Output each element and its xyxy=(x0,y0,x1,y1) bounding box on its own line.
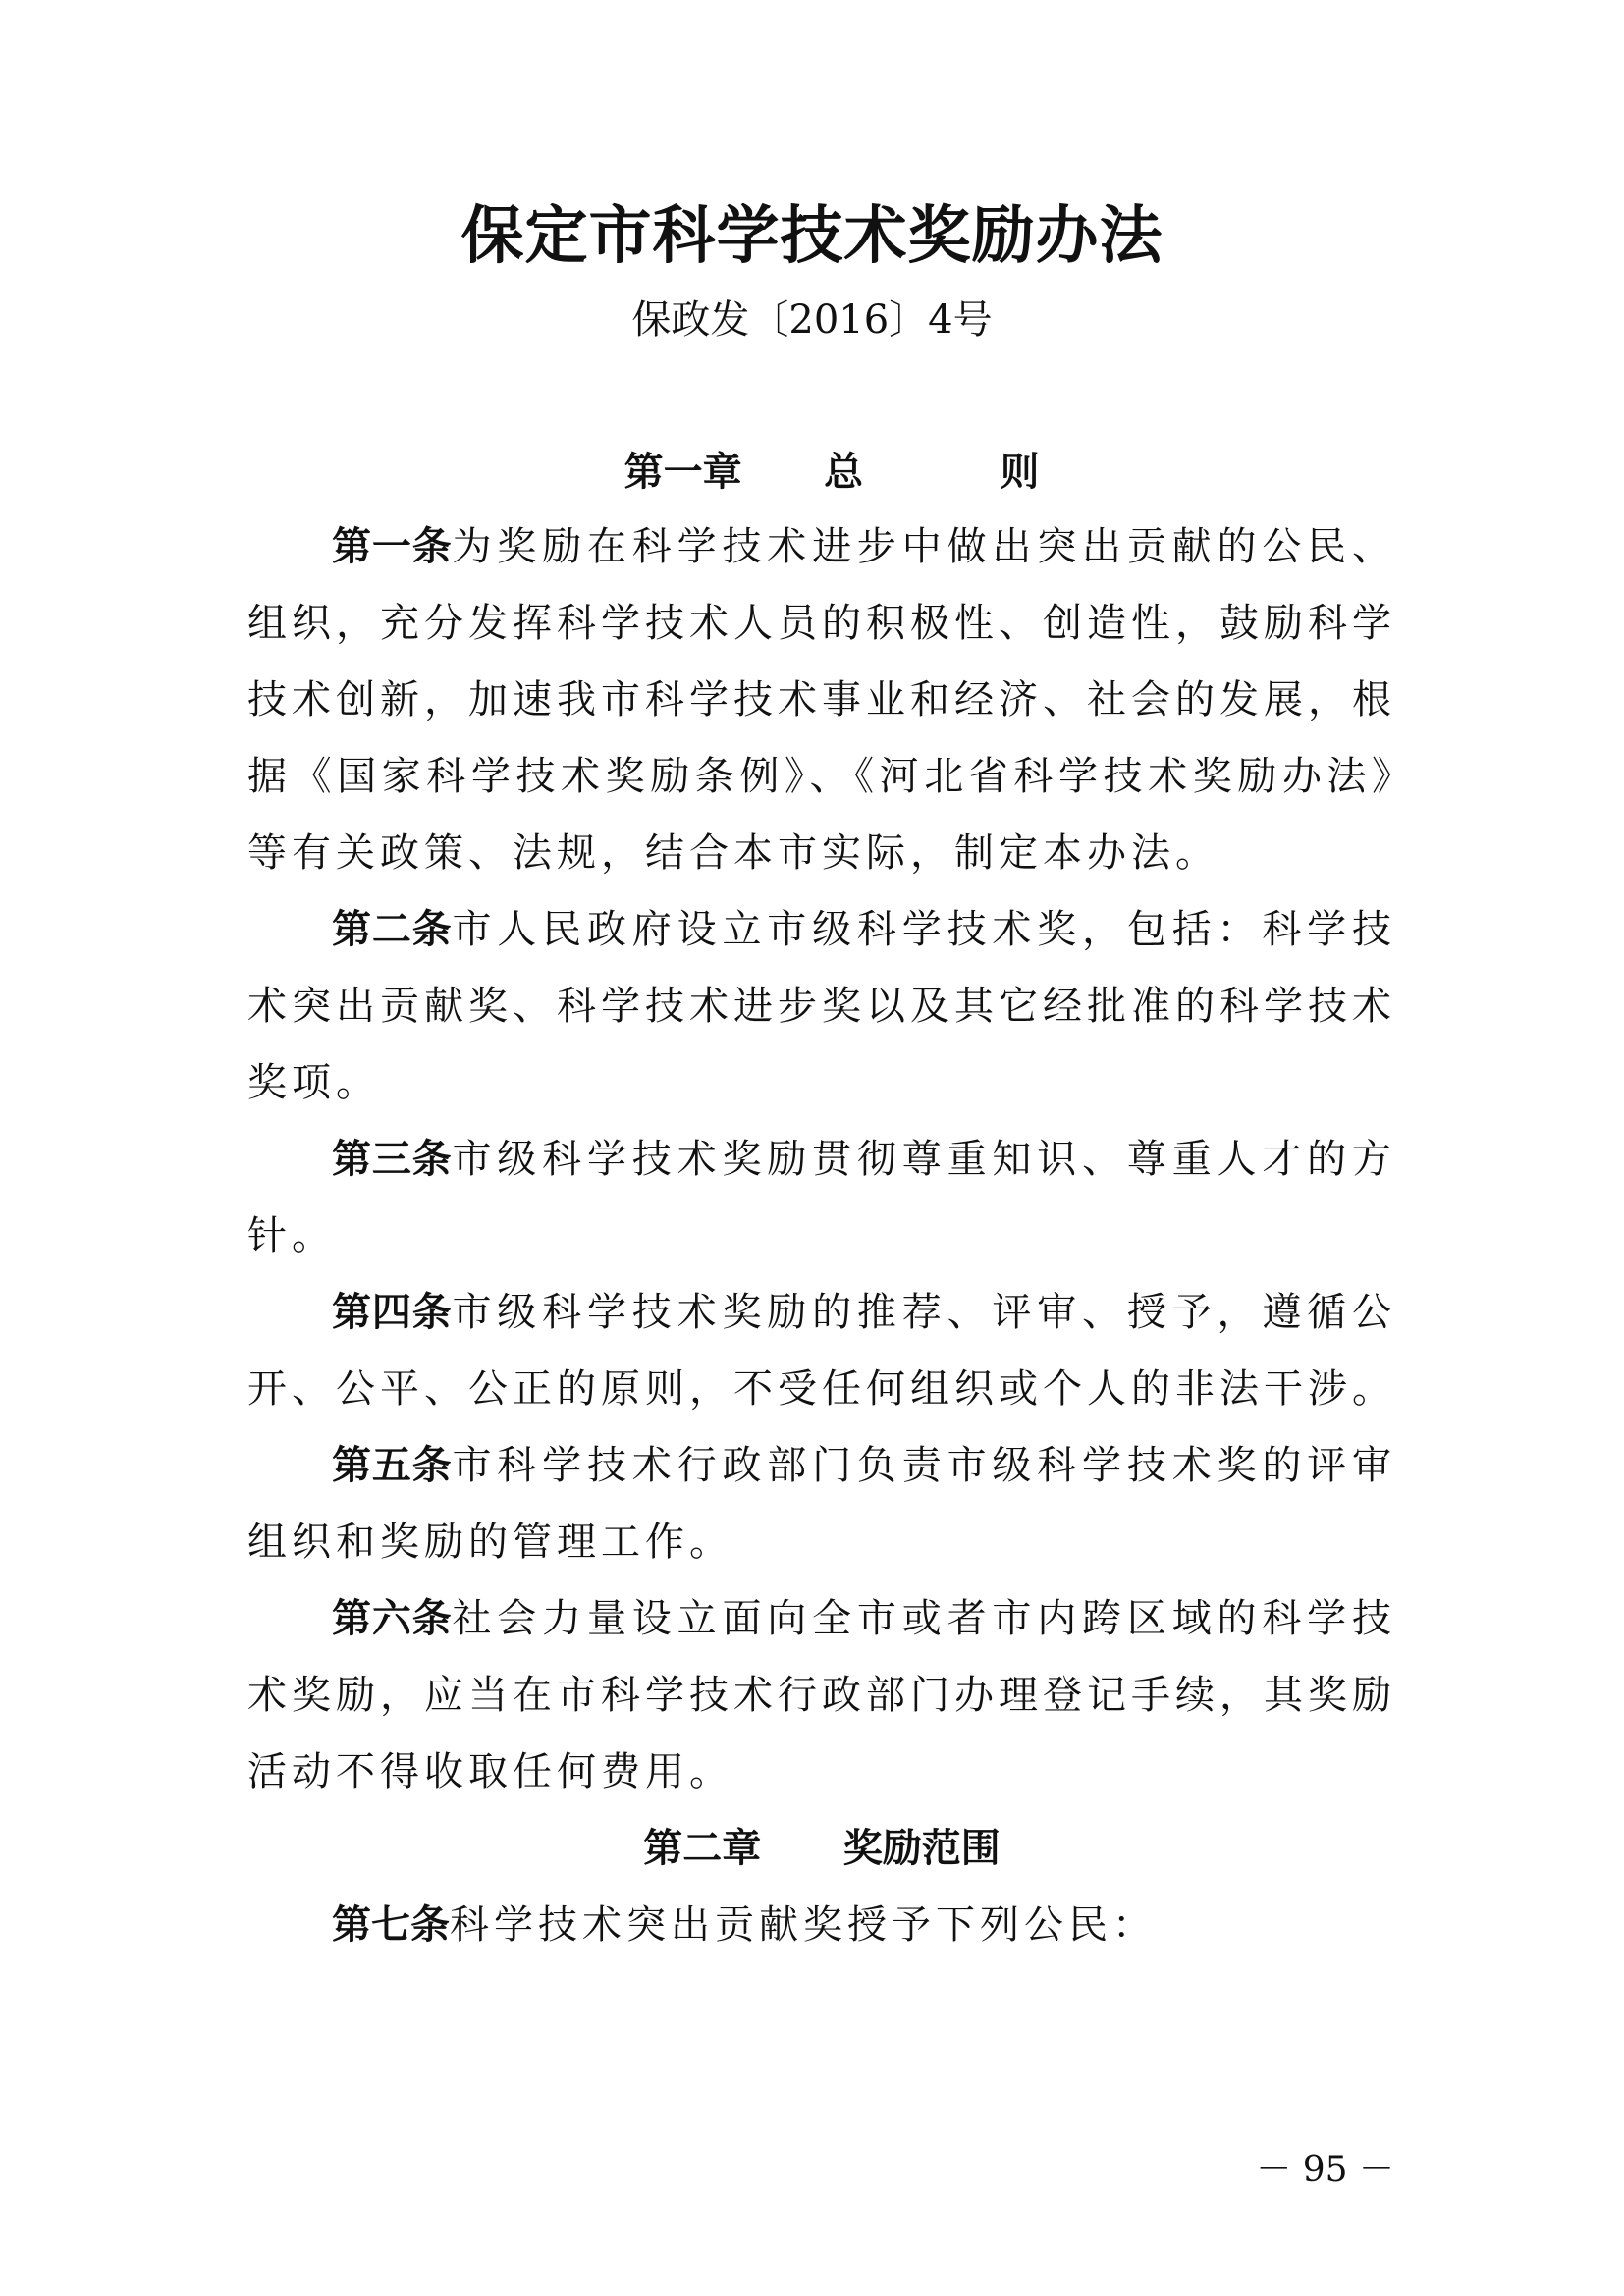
article-paragraph xyxy=(247,1121,1396,1274)
article-label: 第五条 xyxy=(332,1443,453,1488)
article-paragraph xyxy=(247,891,1396,1121)
article-paragraph xyxy=(247,1274,1396,1427)
document-body xyxy=(247,440,1396,1963)
article-paragraph xyxy=(247,1887,1396,1963)
article-text: 市级科学技术奖励的推荐、评审、授予，遵循公开、公平、公正的原则，不受任何组织或个人的非法干涉。 xyxy=(247,1290,1397,1412)
document-number: 保政发〔2016〕4号 xyxy=(631,297,993,343)
article-label: 第一条 xyxy=(332,524,453,569)
article-label: 第三条 xyxy=(332,1137,453,1182)
article-label: 第六条 xyxy=(332,1596,453,1641)
chapter-heading: 第二章 奖励范围 xyxy=(643,1826,1001,1871)
article-text: 市科学技术行政部门负责市级科学技术奖的评审组织和奖励的管理工作。 xyxy=(247,1443,1397,1565)
article-text: 社会力量设立面向全市或者市内跨区域的科学技术奖励，应当在市科学技术行政部门办理登记手续，其奖励活动不得收取任何费用。 xyxy=(247,1596,1397,1794)
article-label: 第四条 xyxy=(332,1290,453,1335)
page-number: － 95 － xyxy=(1256,2150,1394,2190)
article-label: 第二条 xyxy=(332,907,453,952)
chapter-heading: 第一章 总 则 xyxy=(623,450,1040,495)
article-label: 第七条 xyxy=(332,1902,450,1948)
article-text: 市人民政府设立市级科学技术奖，包括：科学技术突出贡献奖、科学技术进步奖以及其它经批准的科学技术奖项。 xyxy=(247,907,1397,1105)
article-text: 市级科学技术奖励贯彻尊重知识、尊重人才的方针。 xyxy=(247,1137,1397,1258)
document-title: 保定市科学技术奖励办法 xyxy=(460,200,1164,273)
article-paragraph xyxy=(247,1580,1396,1810)
article-paragraph xyxy=(247,1427,1396,1580)
article-text: 科学技术突出贡献奖授予下列公民： xyxy=(450,1902,1157,1948)
article-text: 为奖励在科学技术进步中做出突出贡献的公民、组织，充分发挥科学技术人员的积极性、创造性，鼓励科学技术创新，加速我市科学技术事业和经济、社会的发展，根据《国家科学技术奖励条例》、《河北省科学技术奖励办法》等有关政策、法规，结合本市实际，制定本办法。 xyxy=(247,524,1397,876)
article-paragraph xyxy=(247,508,1396,891)
